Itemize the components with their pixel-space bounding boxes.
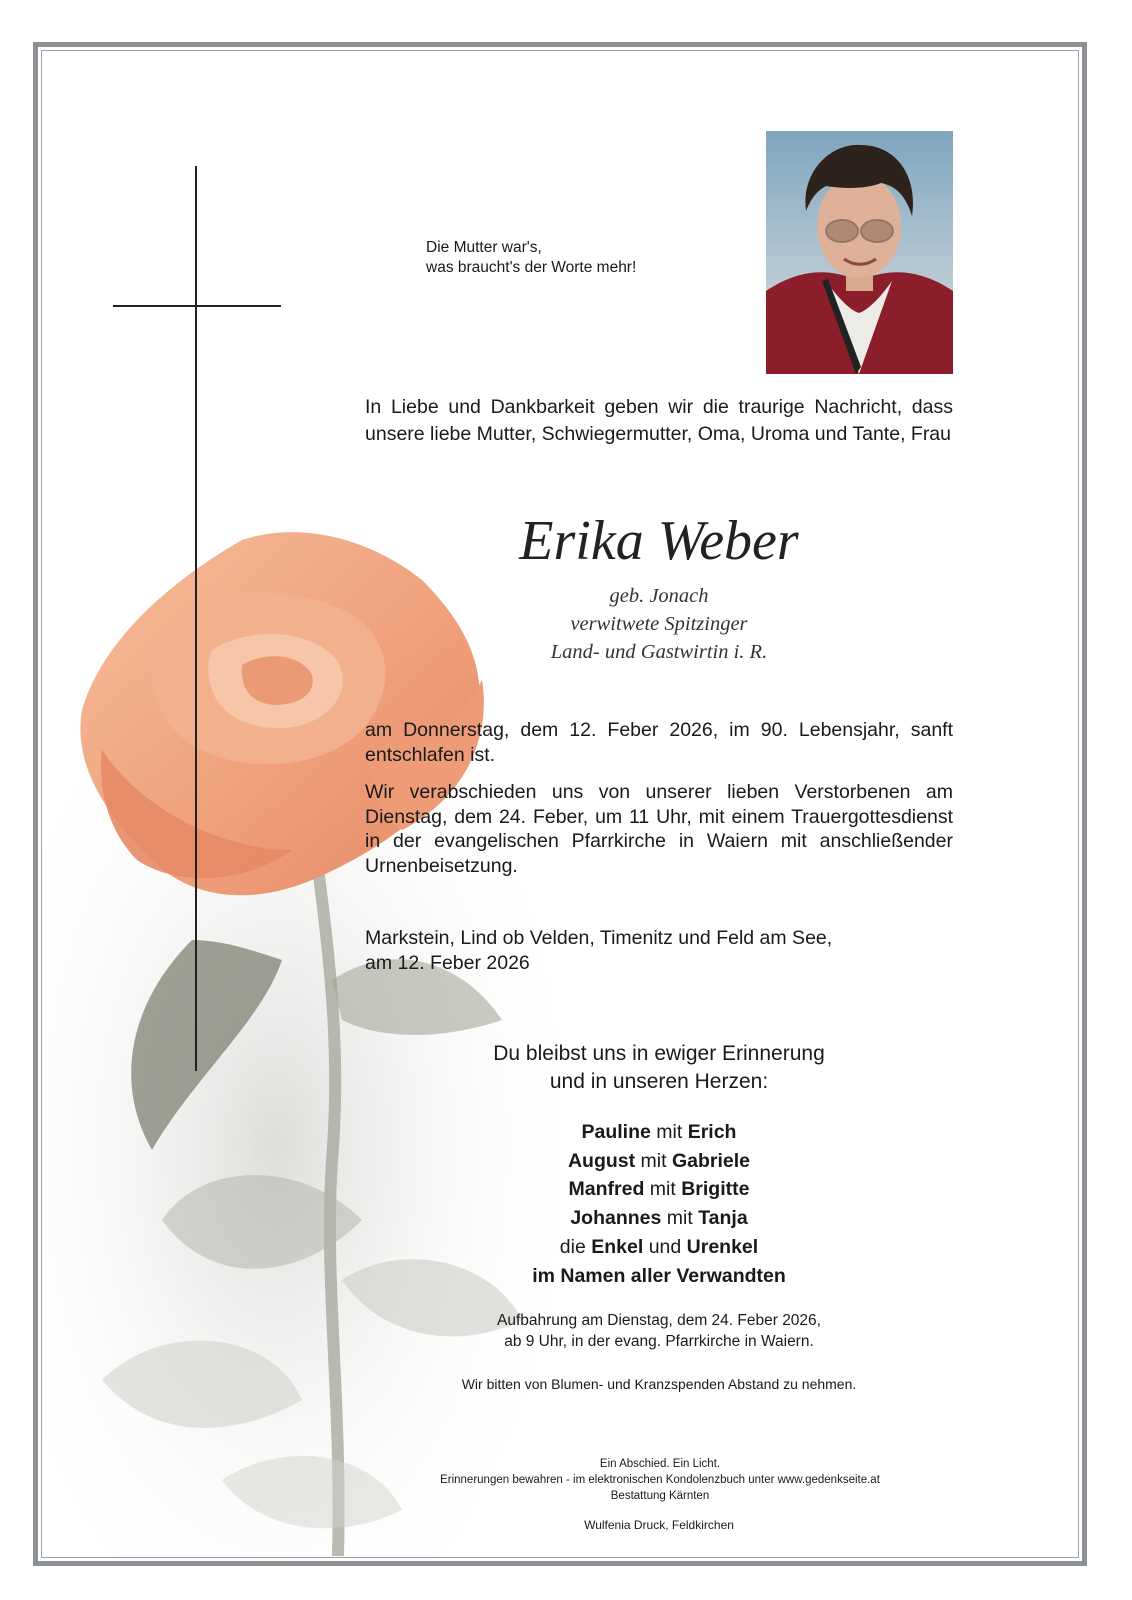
rose-image — [42, 520, 562, 1556]
mourner-row: August mit Gabriele — [567, 1149, 751, 1172]
intro-text: In Liebe und Dankbarkeit geben wir die traurige Nachricht, dass unsere liebe Mutter, Schwiegermutter, Oma, Uroma und Tante, Frau — [365, 396, 953, 445]
farewell-text: Wir verabschieden uns von unserer lieben Verstorbenen am Dienstag, dem 24. Feber, um 11 Uhr, mit einem Trauergottesdienst in der evangelischen Pfarrkirche in Waiern mit anschließender Urnenbeisetzung. — [365, 781, 953, 877]
memory-phrase — [365, 1040, 953, 1095]
viewing-line-1: Aufbahrung am Dienstag, dem 24. Feber 2026, — [497, 1312, 821, 1329]
mourner-row: Manfred mit Brigitte — [568, 1178, 750, 1201]
footer-line-1: Ein Abschied. Ein Licht. — [599, 1458, 721, 1470]
viewing-line-2: ab 9 Uhr, in der evang. Pfarrkirche in Waiern. — [504, 1333, 814, 1350]
portrait-photo — [766, 131, 953, 374]
cross-vertical — [195, 166, 197, 1071]
cross-horizontal — [113, 305, 281, 307]
motto-line-2: was braucht's der Worte mehr! — [426, 259, 637, 276]
place-line: Markstein, Lind ob Velden, Timenitz und Feld am See, — [365, 927, 833, 949]
grandchildren-row: die Enkel und Urenkel — [559, 1235, 759, 1258]
occupation: Land- und Gastwirtin i. R. — [550, 641, 768, 663]
footer — [330, 1456, 990, 1504]
footer-line-3: Bestattung Kärnten — [610, 1490, 710, 1502]
maiden-name: geb. Jonach — [609, 585, 709, 607]
memory-line-2: und in unseren Herzen: — [549, 1069, 769, 1093]
mourner-row: Johannes mit Tanja — [570, 1207, 748, 1230]
motto-line-1: Die Mutter war's, — [426, 239, 542, 256]
deceased-name: Erika Weber — [519, 510, 799, 572]
date-line: am 12. Feber 2026 — [365, 951, 530, 974]
mourners-list — [365, 1118, 953, 1290]
deceased-details — [365, 582, 953, 666]
place-date — [365, 926, 953, 975]
memory-line-1: Du bleibst uns in ewiger Erinnerung — [493, 1042, 825, 1065]
flowers-note: Wir bitten von Blumen- und Kranzspenden Abstand zu nehmen. — [461, 1376, 857, 1392]
mourner-row: Pauline mit Erich — [581, 1121, 737, 1143]
death-notice: am Donnerstag, dem 12. Feber 2026, im 90. Lebensjahr, sanft entschlafen ist. — [365, 719, 953, 766]
viewing-info — [365, 1310, 953, 1352]
printer-credit: Wulfenia Druck, Feldkirchen — [584, 1518, 734, 1532]
widowed-name: verwitwete Spitzinger — [570, 613, 748, 635]
motto — [426, 238, 636, 278]
footer-line-2: Erinnerungen bewahren - im elektronischen Kondolenzbuch unter www.gedenkseite.at — [440, 1474, 880, 1486]
relatives-row: im Namen aller Verwandten — [532, 1264, 786, 1287]
